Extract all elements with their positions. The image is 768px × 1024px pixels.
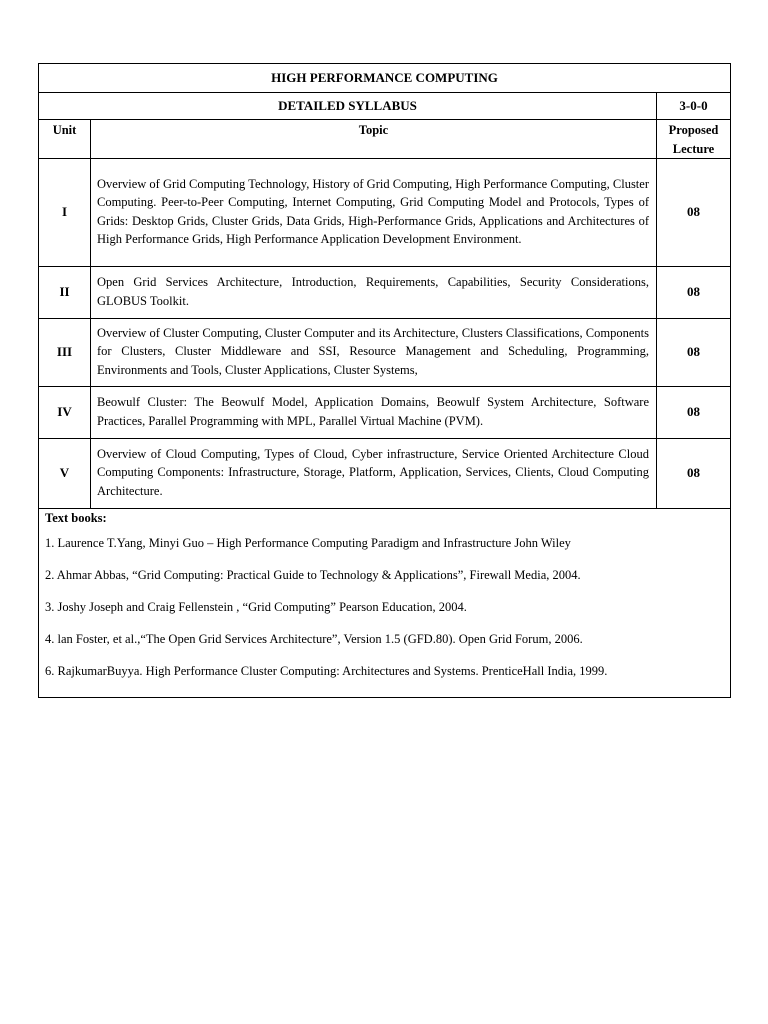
unit-topics: Open Grid Services Architecture, Introduction, Requirements, Capabilities, Security Considerations, GLOBUS Toolkit.: [91, 267, 657, 319]
topic-header: Topic: [91, 120, 657, 159]
title-row: [39, 64, 731, 93]
unit-number: I: [39, 159, 91, 267]
syllabus-subtitle: DETAILED SYLLABUS: [39, 93, 657, 120]
table-row: [39, 159, 731, 267]
unit-number: IV: [39, 387, 91, 439]
unit-number: III: [39, 319, 91, 387]
lecture-count: 08: [657, 159, 731, 267]
textbook-entry: 6. RajkumarBuyya. High Performance Cluster Computing: Architectures and Systems. PrenticeHall India, 1999.: [45, 664, 608, 678]
table-row: [39, 387, 731, 439]
syllabus-table: [38, 63, 731, 698]
unit-topics: Overview of Cloud Computing, Types of Cloud, Cyber infrastructure, Service Oriented Architecture Cloud Computing Components: Infrastructure, Storage, Platform, Application, Services, Clients, Cloud Computing Architecture.: [91, 439, 657, 509]
subtitle-row: [39, 93, 731, 120]
table-row: [39, 319, 731, 387]
lecture-count: 08: [657, 387, 731, 439]
unit-topics: Overview of Cluster Computing, Cluster Computer and its Architecture, Clusters Classifications, Components for Clusters, Cluster Middleware and SSI, Resource Management and Scheduling, Programming, Environments and Tools, Cluster Applications, Cluster Systems,: [91, 319, 657, 387]
credits: 3-0-0: [657, 93, 731, 120]
textbook-entry: 3. Joshy Joseph and Craig Fellenstein , “Grid Computing” Pearson Education, 2004.: [45, 600, 467, 614]
textbook-entry: 1. Laurence T.Yang, Minyi Guo – High Performance Computing Paradigm and Infrastructure John Wiley: [45, 536, 571, 550]
textbooks-heading: Text books:: [45, 511, 107, 525]
unit-number: II: [39, 267, 91, 319]
table-row: [39, 439, 731, 509]
unit-number: V: [39, 439, 91, 509]
course-title: HIGH PERFORMANCE COMPUTING: [39, 64, 731, 93]
textbook-entry: 2. Ahmar Abbas, “Grid Computing: Practical Guide to Technology & Applications”, Firewall Media, 2004.: [45, 568, 581, 582]
lecture-count: 08: [657, 319, 731, 387]
lecture-count: 08: [657, 439, 731, 509]
textbooks-row: [39, 509, 731, 698]
lecture-header-line1: Proposed: [668, 123, 719, 137]
textbooks-section: [39, 509, 731, 698]
header-row: [39, 120, 731, 159]
lecture-header: [657, 120, 731, 159]
table-row: [39, 267, 731, 319]
unit-topics: Beowulf Cluster: The Beowulf Model, Application Domains, Beowulf System Architecture, Software Practices, Parallel Programming with MPL, Parallel Virtual Machine (PVM).: [91, 387, 657, 439]
unit-topics: Overview of Grid Computing Technology, History of Grid Computing, High Performance Computing, Cluster Computing. Peer-to-Peer Computing, Internet Computing, Grid Computing Model and Protocols, Types of Grids: Desktop Grids, Cluster Grids, Data Grids, High-Performance Grids, Applications and Architectures of High Performance Grids, High Performance Application Development Environment.: [91, 159, 657, 267]
unit-header: Unit: [39, 120, 91, 159]
lecture-header-line2: Lecture: [672, 141, 715, 156]
lecture-count: 08: [657, 267, 731, 319]
textbook-entry: 4. lan Foster, et al.,“The Open Grid Services Architecture”, Version 1.5 (GFD.80). Open Grid Forum, 2006.: [45, 632, 583, 646]
